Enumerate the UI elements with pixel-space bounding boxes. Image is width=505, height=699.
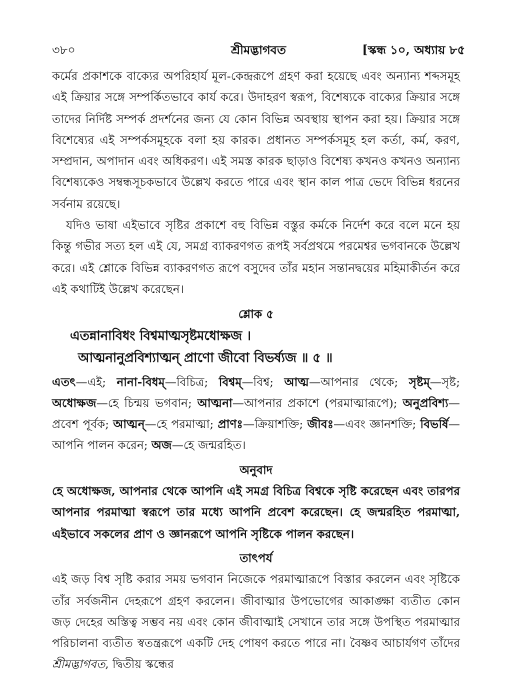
verse-line-1: এতন্নানাবিধং বিশ্বমাত্মসৃষ্টমধোক্ষজ । (70, 328, 251, 344)
synonym-meaning: আপনার প্রকাশে (পরমাত্মারূপে); (243, 395, 403, 410)
synonym-term: এতৎ (52, 374, 76, 389)
synonym-meaning: এই; (87, 374, 117, 389)
purport-heading: তাৎপর্য (239, 550, 273, 565)
synonym-meaning: প্রবেশ পূর্বক; (52, 417, 114, 432)
synonym-meaning: সৃষ্ট; (441, 374, 460, 389)
synonym-term: আত্ম (284, 374, 309, 389)
synonym-term: আত্মনা (197, 395, 233, 410)
page-content (52, 66, 460, 676)
synonym-meaning: আপনার থেকে; (320, 374, 409, 389)
synonym-term: প্রাণঃ (217, 417, 243, 432)
synonym-meaning: হে পরমাত্মা; (156, 417, 218, 432)
purport-text (52, 569, 460, 675)
page-number: ৩৮০ (52, 43, 76, 57)
synonym-term: অধোক্ষজ (52, 395, 97, 410)
synonym-meaning: হে চিন্ময় ভগবান; (107, 395, 198, 410)
book-title: শ্রীমদ্ভাগবত (230, 43, 286, 57)
synonym-term: নানা-বিধম্ (116, 374, 165, 389)
synonym-term: সৃষ্টম্ (408, 374, 430, 389)
verse-line-2: আত্মনানুপ্রবিশ্যাত্মন্ প্রাণো জীবো বিভর্ষ্যজ ॥ ৫ ॥ (78, 350, 333, 366)
synonym-term: বিভর্ষি (420, 417, 449, 432)
synonym-meaning: এবং জ্ঞানশক্তি; (345, 417, 421, 432)
purport-text-part: , দ্বিতীয় স্কন্ধের (105, 657, 174, 672)
page-header (52, 42, 465, 60)
translation-heading: অনুবাদ (239, 462, 273, 477)
synonym-term: আত্মন্ (113, 417, 145, 432)
synonym-term: অজ (151, 438, 172, 453)
synonym-meaning: আপনি পালন করেন; (52, 438, 152, 453)
synonym-term: অনুপ্রবিশ্য (402, 395, 449, 410)
second-paragraph: যদিও ভাষা এইভাবে সৃষ্টির প্রকাশে বহু বিভিন্ন বস্তুর কর্মকে নির্দেশ করে বলে মনে হয় কিন্তু গভীর সত্য হল এই যে, সমগ্র ব্যাকরণগত রূপই সর্বপ্রথমে পরমেশ্বর ভগবানকে উল্লেখ করে। এই শ্লোকে বিভিন্ন ব্যাকরণগত রূপে বসুদেব তাঁর মহান সন্তানদ্বয়ের মহিমাকীর্তন করে এই কথাটিই উল্লেখ করেছেন। (52, 218, 460, 296)
chapter-reference: [স্কন্ধ ১০, অধ্যায় ৮৫ (362, 43, 465, 57)
synonym-term: জীবঃ (307, 417, 334, 432)
translation-text: হে অধোক্ষজ, আপনার থেকে আপনি এই সমগ্র বিচিত্র বিশ্বকে সৃষ্টি করেছেন এবং তারপর আপনার পরমাত্মা স্বরূপে তার মধ্যে আপনি প্রবেশ করেছেন। হে জন্মরহিত পরমাত্মা, এইভাবে সকলের প্রাণ ও জ্ঞানরূপে আপনি সৃষ্টিকে পালন করছেন। (52, 484, 460, 541)
verse-heading: শ্লোক ৫ (238, 307, 274, 322)
synonym-meaning: বিশ্ব; (253, 374, 285, 389)
purport-text-part: এই জড় বিশ্ব সৃষ্টি করার সময় ভগবান নিজেকে পরমাত্মারূপে বিস্তার করলেন এবং সৃষ্টিকে তাঁর সর্বজনীন দেহরূপে গ্রহণ করলেন। জীবাত্মার উপভোগের আকাঙ্ক্ষা ব্যতীত কোন জড় দেহের অস্তিত্ব সম্ভব নয় এবং কোন জীবাত্মাই সেখানে তার সঙ্গে উপস্থিত পরমাত্মার পরিচালনা ব্যতীত স্বতন্ত্ররূপে একটি দেহ পোষণ করতে পারে না। বৈষ্ণব আচার্যগণ তাঁদের (52, 572, 460, 651)
synonym-meaning: ক্রিয়াশক্তি; (254, 417, 308, 432)
synonym-meaning: হে জন্মরহিত। (183, 438, 246, 453)
intro-paragraph: কর্মের প্রকাশকে বাক্যের অপরিহার্য মূল-কেন্দ্ররূপে গ্রহণ করা হয়েছে এবং অন্যান্য শব্দসমূহ এই ক্রিয়ার সঙ্গে সম্পর্কিতভাবে কার্য করে। উদাহরণ স্বরূপ, বিশেষ্যকে বাক্যের ক্রিয়ার সঙ্গে তাদের নির্দিষ্ট সম্পর্ক প্রদর্শনের জন্য যে কোন বিভিন্ন অবস্থায় স্থাপন করা হয়। ক্রিয়ার সঙ্গে বিশেষ্যের এই সম্পর্কসমূহকে বলা হয় কারক। প্রধানত সম্পর্কসমূহ হল কর্তা, কর্ম, করণ, সম্প্রদান, অপাদান এবং অধিকরণ। এই সমস্ত কারক ছাড়াও বিশেষ্য কখনও কখনও অন্যান্য বিশেষ্যকেও সম্বন্ধসূচকভাবে উল্লেখ করতে পারে এবং স্থান কাল পাত্র ভেদে বিভিন্ন ধরনের সর্বনাম রয়েছে। (52, 69, 460, 211)
synonym-meaning: বিচিত্র; (176, 374, 219, 389)
purport-book-title: শ্রীমদ্ভাগবত (52, 657, 106, 672)
synonyms: এতৎ—এই; নানা-বিধম্—বিচিত্র; বিশ্বম্—বিশ্ব; আত্ম—আপনার থেকে; সৃষ্টম্—সৃষ্ট; অধোক্ষজ—হে চিন্ময় ভগবান; আত্মনা—আপনার প্রকাশে (পরমাত্মারূপে); অনুপ্রবিশ্য—প্রবেশ পূর্বক; আত্মন্—হে পরমাত্মা; প্রাণঃ—ক্রিয়াশক্তি; জীবঃ—এবং জ্ঞানশক্তি; বিভর্ষি—আপনি পালন করেন; অজ—হে জন্মরহিত। (52, 374, 460, 453)
synonym-term: বিশ্বম্ (218, 374, 242, 389)
